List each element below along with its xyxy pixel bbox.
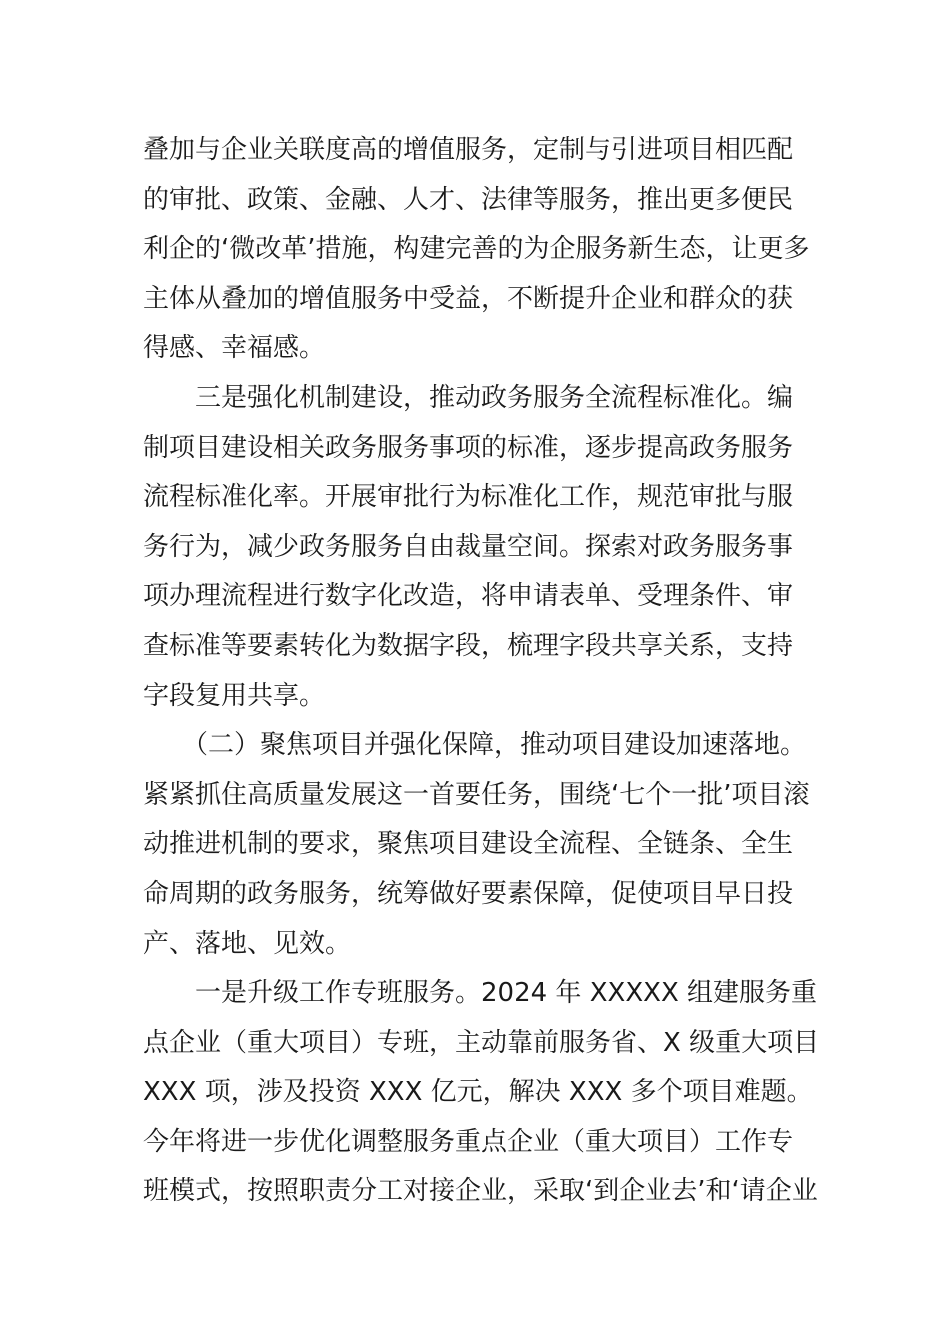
text-line: 的审批、政策、金融、人才、法律等服务，推出更多便民 xyxy=(143,184,794,215)
text-line: 叠加与企业关联度高的增值服务，定制与引进项目相匹配 xyxy=(143,135,794,165)
text-line: XXX 项，涉及投资 XXX 亿元，解决 XXX 多个项目难题。 xyxy=(143,1077,813,1108)
text-line: 产、落地、见效。 xyxy=(143,928,352,959)
text-line: 项办理流程进行数字化改造，将申请表单、受理条件、审 xyxy=(143,581,794,612)
text-line: 三是强化机制建设，推动政务服务全流程标准化。编 xyxy=(143,382,794,413)
text-line: 班模式，按照职责分工对接企业，采取‘到企业去’和‘请企业 xyxy=(143,1176,818,1207)
text-line: （二）聚焦项目并强化保障，推动项目建设加速落地。 xyxy=(143,730,807,761)
text-line: 点企业（重大项目）专班，主动靠前服务省、X 级重大项目 xyxy=(143,1027,820,1058)
text-line: 动推进机制的要求，聚焦项目建设全流程、全链条、全生 xyxy=(143,829,794,860)
text-line: 一是升级工作专班服务。2024 年 XXXXX 组建服务重 xyxy=(143,978,818,1009)
text-line: 今年将进一步优化调整服务重点企业（重大项目）工作专 xyxy=(143,1126,794,1157)
text-line: 得感、幸福感。 xyxy=(143,333,326,364)
text-line: 紧紧抓住高质量发展这一首要任务，围绕‘七个一批’项目滚 xyxy=(143,779,810,810)
text-line: 主体从叠加的增值服务中受益，不断提升企业和群众的获 xyxy=(143,283,794,314)
text-line: 制项目建设相关政务服务事项的标准，逐步提高政务服务 xyxy=(143,432,794,463)
document-body xyxy=(143,126,823,1217)
text-line: 查标准等要素转化为数据字段，梳理字段共享关系，支持 xyxy=(143,630,794,661)
text-line: 命周期的政务服务，统筹做好要素保障，促使项目早日投 xyxy=(143,878,794,909)
text-line: 务行为，减少政务服务自由裁量空间。探索对政务服务事 xyxy=(143,531,794,562)
text-line: 流程标准化率。开展审批行为标准化工作，规范审批与服 xyxy=(143,482,794,513)
text-line: 利企的‘微改革’措施，构建完善的为企服务新生态，让更多 xyxy=(143,234,810,265)
text-line: 字段复用共享。 xyxy=(143,680,326,711)
